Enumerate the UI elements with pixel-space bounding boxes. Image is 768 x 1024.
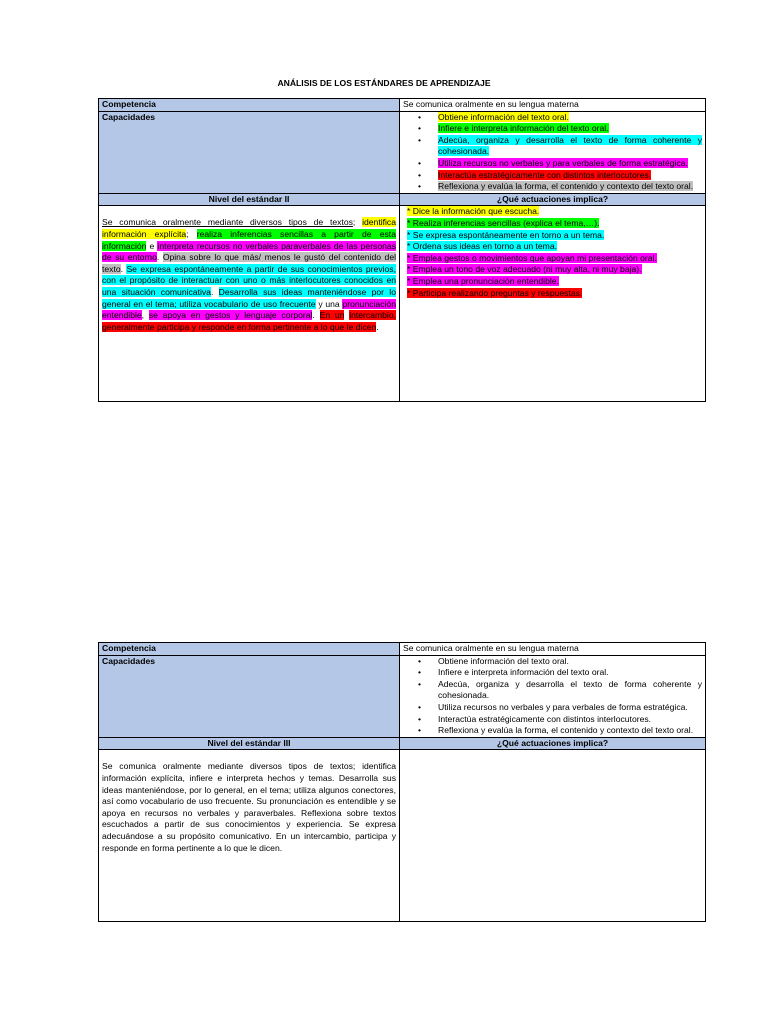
nivel-segment: identifica información explícita: [102, 217, 396, 239]
competencia-row: [99, 643, 706, 656]
actuacion-item: [403, 218, 702, 230]
capacidades-cell: [400, 111, 706, 193]
capacidad-item: • Utiliza recursos no verbales y para verbales de forma estratégica.: [438, 702, 702, 714]
capacidad-text: Obtiene información del texto oral.: [438, 111, 569, 122]
capacidad-text: Infiere e interpreta información del texto oral.: [438, 123, 609, 134]
competencia-value: Se comunica oralmente en su lengua materna: [400, 99, 706, 112]
capacidad-item: [438, 135, 702, 158]
actuaciones-list: [403, 206, 702, 299]
actuacion-item: [403, 230, 702, 242]
competencia-row: [99, 99, 706, 112]
capacidades-list: [403, 112, 702, 193]
nivel-segment: .: [156, 252, 163, 263]
capacidad-item: • Interactúa estratégicamente con distintos interlocutores.: [438, 714, 702, 726]
nivel-segment: .: [210, 286, 219, 297]
actuaciones-header: ¿Qué actuaciones implica?: [400, 193, 706, 206]
capacidad-item: [438, 123, 702, 135]
nivel-segment: y una: [315, 298, 343, 309]
standards-table-1: [98, 98, 706, 402]
capacidades-list: [403, 656, 702, 737]
capacidades-row: [99, 111, 706, 193]
standards-table-2: [98, 642, 706, 922]
capacidad-item: [438, 181, 702, 193]
nivel-header: Nivel del estándar III: [99, 737, 400, 750]
nivel-segment: ;: [186, 228, 197, 239]
content-row: [99, 206, 706, 402]
nivel-segment: .: [312, 310, 320, 321]
actuaciones-header: ¿Qué actuaciones implica?: [400, 737, 706, 750]
capacidad-item: • Infiere e interpreta información del texto oral.: [438, 667, 702, 679]
competencia-value: Se comunica oralmente en su lengua materna: [400, 643, 706, 656]
nivel-segment: intercambio, generalmente participa y responde en forma pertinente a lo que le dicen: [102, 310, 397, 332]
actuacion-text: * Dice la información que escucha.: [407, 206, 540, 217]
actuacion-text: * Emplea un tono de voz adecuado (ni muy alta, ni muy baja).: [407, 264, 642, 275]
capacidades-label: Capacidades: [99, 111, 400, 193]
actuacion-text: * Emplea una pronunciación entendible.: [407, 275, 559, 286]
competencia-label: Competencia: [99, 99, 400, 112]
nivel-segment: Desarrolla sus ideas manteniéndose por lo general en el tema; utiliza vocabulario de uso frecuente: [102, 286, 396, 309]
nivel-segment: ;: [352, 217, 363, 228]
actuacion-text: * Participa realizando preguntas y respuestas.: [407, 287, 583, 298]
nivel-description: Se comunica oralmente mediante diversos tipos de textos; identifica información explícita, infiere e interpreta hechos y temas. Desarrolla sus ideas manteniéndose, por lo general, en el tema; utiliza algunos conectores, así como vocabulario de uso frecuente. Su pronunciación es entendible y se apoya en recursos no verbales y paraverbales. Reflexiona sobre textos escuchados a partir de sus conocimientos y experiencia. Se expresa adecuándose a su propósito comunicativo. En un intercambio, participa y responde en forma pertinente a lo que le dicen.: [99, 750, 400, 922]
capacidad-item: • Reflexiona y evalúa la forma, el contenido y contexto del texto oral.: [438, 725, 702, 737]
nivel-segment: Opina sobre lo que más/ menos le gustó del contenido del texto: [102, 252, 397, 274]
nivel-segment: .: [120, 263, 127, 274]
capacidad-text: Interactúa estratégicamente con distintos interlocutores.: [438, 169, 652, 180]
nivel-segment: interpreta recursos no verbales paraverbales de las personas de su entorno: [102, 240, 396, 263]
actuacion-text: * Se expresa espontáneamente en torno a un tema.: [407, 229, 605, 240]
actuacion-item: [403, 276, 702, 288]
actuacion-text: * Realiza inferencias sencillas (explica el tema,…).: [407, 217, 600, 228]
capacidades-row: [99, 655, 706, 737]
nivel-segment: pronunciación entendible: [102, 298, 396, 321]
actuacion-item: [403, 206, 702, 218]
header-row: [99, 193, 706, 206]
capacidad-text: Adecúa, organiza y desarrolla el texto de forma coherente y cohesionada.: [438, 134, 702, 157]
actuacion-text: * Ordena sus ideas en torno a un tema.: [407, 241, 558, 252]
actuacion-item: [403, 241, 702, 253]
nivel-segment: realiza inferencias sencillas a partir de esta información: [102, 228, 396, 251]
capacidades-cell: [400, 655, 706, 737]
actuacion-item: [403, 253, 702, 265]
actuaciones-cell: [400, 206, 706, 402]
document-title: ANÁLISIS DE LOS ESTÁNDARES DE APRENDIZAJE: [277, 78, 491, 88]
nivel-segment: Se comunica oralmente mediante diversos tipos de textos: [102, 217, 353, 228]
nivel-segment: ,: [141, 310, 149, 321]
actuacion-text: * Emplea gestos o movimientos que apoyan mi presentación oral.: [407, 252, 657, 263]
actuacion-item: [403, 288, 702, 300]
capacidades-label: Capacidades: [99, 655, 400, 737]
capacidad-text: Utiliza recursos no verbales y para verbales de forma estratégica.: [438, 157, 688, 168]
nivel-header: Nivel del estándar II: [99, 193, 400, 206]
actuaciones-cell: [400, 750, 706, 922]
capacidad-item: • Adecúa, organiza y desarrolla el texto de forma coherente y cohesionada.: [438, 679, 702, 702]
nivel-segment: En un: [319, 310, 345, 321]
nivel-segment: se apoya en gestos y lenguaje corporal: [148, 310, 313, 321]
capacidad-item: [438, 170, 702, 182]
competencia-label: Competencia: [99, 643, 400, 656]
capacidad-item: • Obtiene información del texto oral.: [438, 656, 702, 668]
capacidad-item: [438, 158, 702, 170]
nivel-segment: Se expresa espontáneamente a partir de sus conocimientos previos, con el propósito de interactuar con uno o más interlocutores conocidos en una situación comunicativa: [102, 263, 396, 297]
nivel-segment: .: [376, 321, 379, 332]
capacidad-item: [438, 112, 702, 124]
nivel-description: [99, 206, 400, 402]
capacidad-text: Reflexiona y evalúa la forma, el contenido y contexto del texto oral.: [438, 181, 694, 192]
content-row: [99, 750, 706, 922]
nivel-segment: e: [146, 240, 158, 251]
actuacion-item: [403, 264, 702, 276]
header-row: [99, 737, 706, 750]
